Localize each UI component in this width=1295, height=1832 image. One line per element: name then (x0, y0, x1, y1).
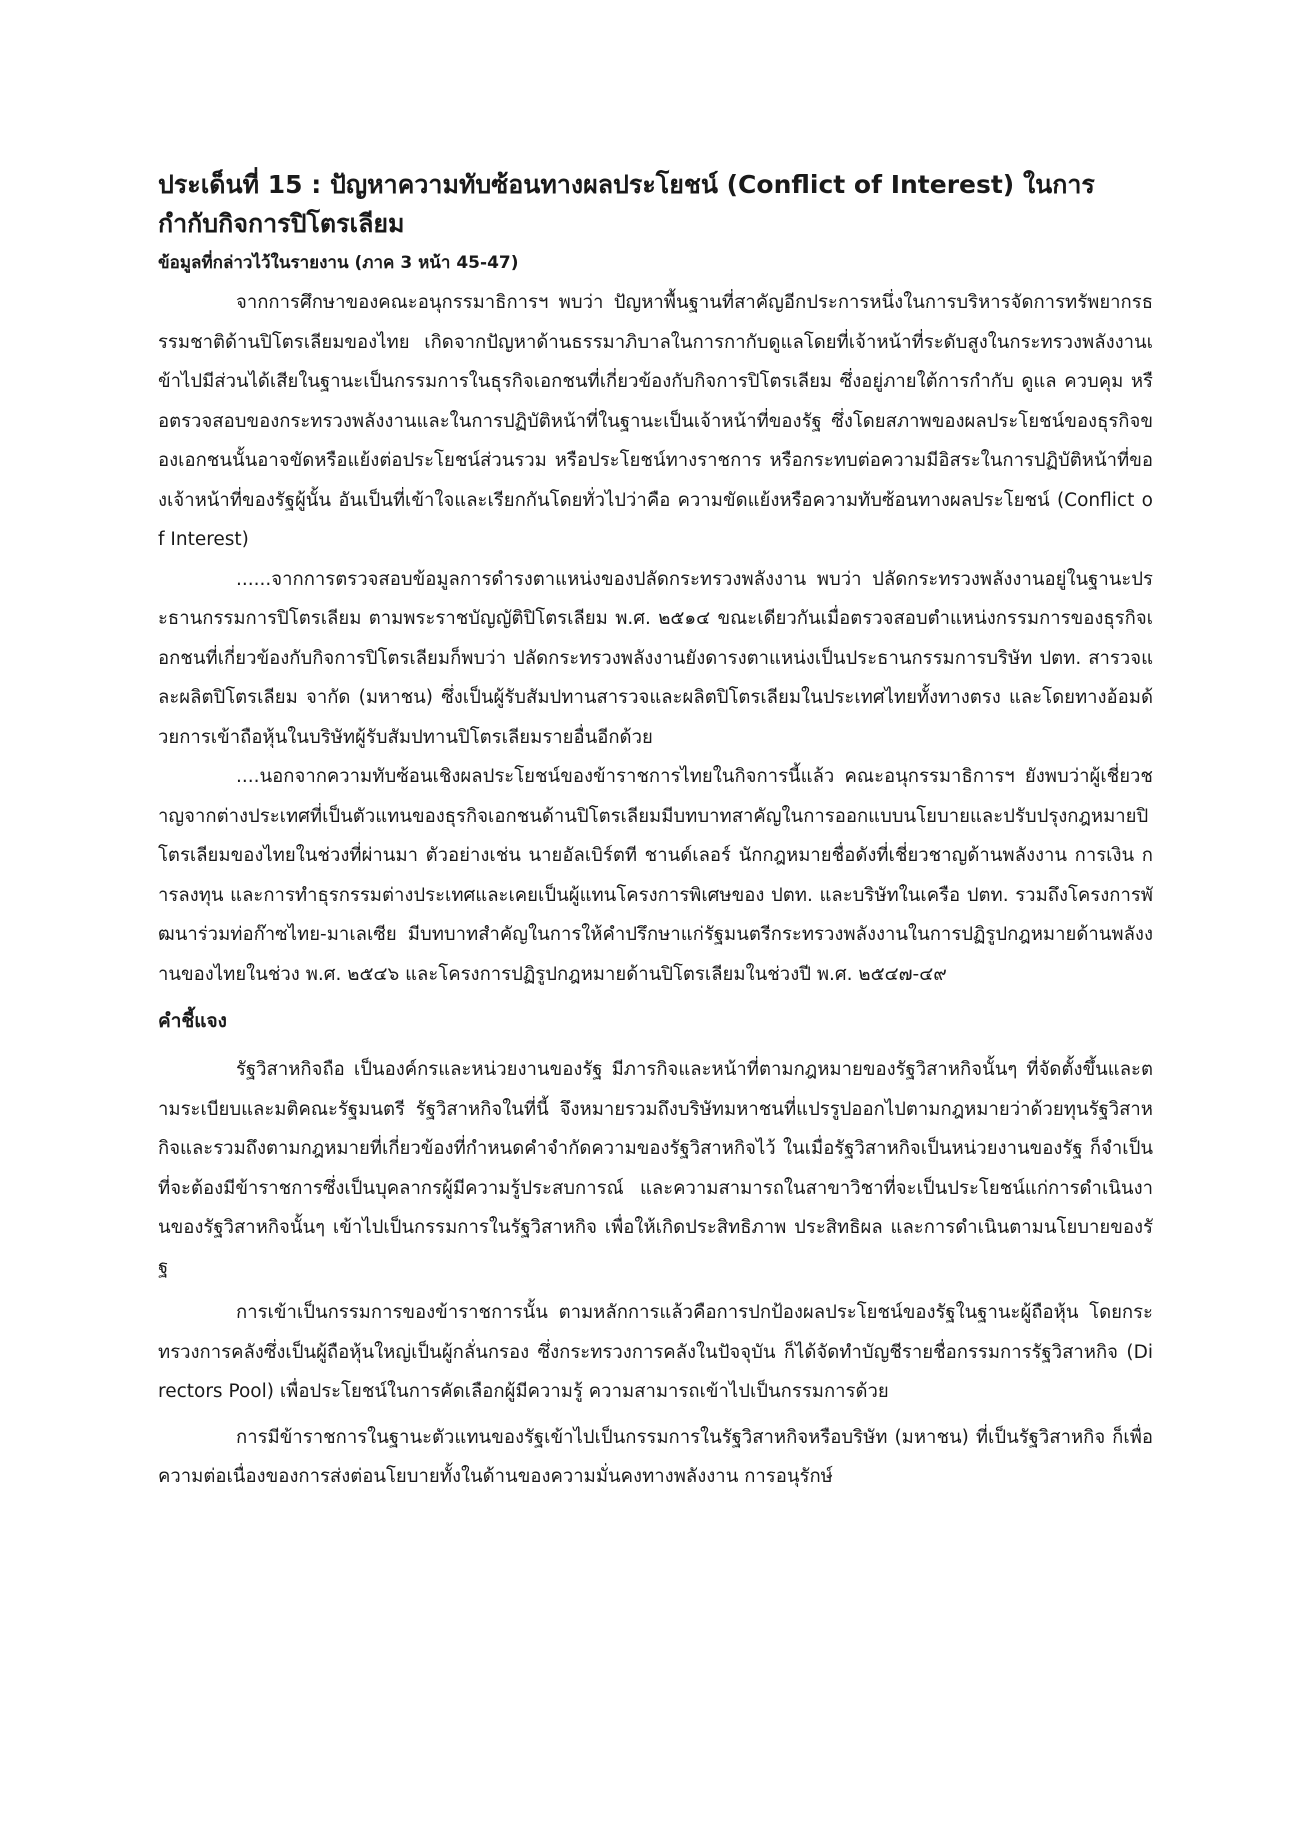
source-reference: ข้อมูลที่กล่าวไว้ในรายงาน (ภาค 3 หน้า 45-47) (158, 253, 519, 273)
clarification-paragraph-3: การมีข้าราชการในฐานะตัวแทนของรัฐเข้าไปเป็นกรรมการในรัฐวิสาหกิจหรือบริษัท (มหาชน) ที่เป็นรัฐวิสาหกิจ ก็เพื่อความต่อเนื่องของการส่งต่อนโยบายทั้งในด้านของความมั่นคงทางพลังงาน การอนุรักษ์ (158, 1426, 1153, 1487)
report-paragraph-2: ......จากการตรวจสอบข้อมูลการดำรงตาแหน่งของปลัดกระทรวงพลังงาน พบว่า ปลัดกระทรวงพลังงานอยู่ในฐานะประธานกรรมการปิโตรเลียม ตามพระราชบัญญัติปิโตรเลียม พ.ศ. ๒๕๑๔ ขณะเดียวกันเมื่อตรวจสอบตำแหน่งกรรมการของธุรกิจเอกชนที่เกี่ยวข้องกับกิจการปิโตรเลียมก็พบว่า ปลัดกระทรวงพลังงานยังดารงตาแหน่งเป็นประธานกรรมการบริษัท ปตท. สารวจและผลิตปิโตรเลียม จากัด (มหาชน) ซึ่งเป็นผู้รับสัมปทานสารวจและผลิตปิโตรเลียมในประเทศไทยทั้งทางตรง และโดยทางอ้อมด้วยการเข้าถือหุ้นในบริษัทผู้รับสัมปทานปิโตรเลียมรายอื่นอีกด้วย (158, 568, 1153, 748)
report-paragraph-3: ....นอกจากความทับซ้อนเชิงผลประโยชน์ของข้าราชการไทยในกิจการนี้แล้ว คณะอนุกรรมาธิการฯ ยังพบว่าผู้เชี่ยวชาญจากต่างประเทศที่เป็นตัวแทนของธุรกิจเอกชนด้านปิโตรเลียมมีบทบาทสาคัญในการออกแบบนโยบายและปรับปรุงกฎหมายปิโตรเลียมของไทยในช่วงที่ผ่านมา ตัวอย่างเช่น นายอัลเบิร์ตที ชานด์เลอร์ นักกฎหมายชื่อดังที่เชี่ยวชาญด้านพลังงาน การเงิน การลงทุน และการทำธุรกรรมต่างประเทศและเคยเป็นผู้แทนโครงการพิเศษของ ปตท. และบริษัทในเครือ ปตท. รวมถึงโครงการพัฒนาร่วมท่อก๊าซไทย-มาเลเซีย มีบทบาทสำคัญในการให้คำปรึกษาแก่รัฐมนตรีกระทรวงพลังงานในการปฏิรูปกฎหมายด้านพลังงานของไทยในช่วง พ.ศ. ๒๕๔๖ และโครงการปฏิรูปกฎหมายด้านปิโตรเลียมในช่วงปี พ.ศ. ๒๕๔๗-๔๙ (158, 766, 1153, 985)
clarification-heading: คำชี้แจง (158, 1010, 227, 1032)
report-paragraph-1: จากการศึกษาของคณะอนุกรรมาธิการฯ พบว่า ปัญหาพื้นฐานที่สาคัญอีกประการหนึ่งในการบริหารจัดการทรัพยากรธรรมชาติด้านปิโตรเลียมของไทย เกิดจากปัญหาด้านธรรมาภิบาลในการกากับดูแลโดยที่เจ้าหน้าที่ระดับสูงในกระทรวงพลังงานเข้าไปมีส่วนได้เสียในฐานะเป็นกรรมการในธุรกิจเอกชนที่เกี่ยวข้องกับกิจการปิโตรเลียม ซึ่งอยู่ภายใต้การกำกับ ดูแล ควบคุม หรือตรวจสอบของกระทรวงพลังงานและในการปฏิบัติหน้าที่ในฐานะเป็นเจ้าหน้าที่ของรัฐ ซึ่งโดยสภาพของผลประโยชน์ของธุรกิจของเอกชนนั้นอาจขัดหรือแย้งต่อประโยชน์ส่วนรวม หรือประโยชน์ทางราชการ หรือกระทบต่อความมีอิสระในการปฏิบัติหน้าที่ของเจ้าหน้าที่ของรัฐผู้นั้น อันเป็นที่เข้าใจและเรียกกันโดยทั่วไปว่าคือ ความขัดแย้งหรือความทับซ้อนทางผลประโยชน์ (Conflict of Interest) (158, 292, 1153, 550)
page-title: ประเด็นที่ 15 : ปัญหาความทับซ้อนทางผลประโยชน์ (Conflict of Interest) ในการกำกับกิจการปิโตรเลียม (158, 170, 1095, 238)
clarification-paragraph-1: รัฐวิสาหกิจถือ เป็นองค์กรและหน่วยงานของรัฐ มีภารกิจและหน้าที่ตามกฎหมายของรัฐวิสาหกิจนั้นๆ ที่จัดตั้งขึ้นและตามระเบียบและมติคณะรัฐมนตรี รัฐวิสาหกิจในที่นี้ จึงหมายรวมถึงบริษัทมหาชนที่แปรรูปออกไปตามกฎหมายว่าด้วยทุนรัฐวิสาหกิจและรวมถึงตามกฎหมายที่เกี่ยวข้องที่กำหนดคำจำกัดความของรัฐวิสาหกิจไว้ ในเมื่อรัฐวิสาหกิจเป็นหน่วยงานของรัฐ ก็จำเป็นที่จะต้องมีข้าราชการซึ่งเป็นบุคลากรผู้มีความรู้ประสบการณ์ และความสามารถในสาขาวิชาที่จะเป็นประโยชน์แก่การดำเนินงานของรัฐวิสาหกิจนั้นๆ เข้าไปเป็นกรรมการในรัฐวิสาหกิจ เพื่อให้เกิดประสิทธิภาพ ประสิทธิผล และการดำเนินตามนโยบายของรัฐ (158, 1059, 1153, 1278)
clarification-paragraph-2: การเข้าเป็นกรรมการของข้าราชการนั้น ตามหลักการแล้วคือการปกป้องผลประโยชน์ของรัฐในฐานะผู้ถือหุ้น โดยกระทรวงการคลังซึ่งเป็นผู้ถือหุ้นใหญ่เป็นผู้กลั่นกรอง ซึ่งกระทรวงการคลังในปัจจุบัน ก็ได้จัดทำบัญชีรายชื่อกรรมการรัฐวิสาหกิจ (Directors Pool) เพื่อประโยชน์ในการคัดเลือกผู้มีความรู้ ความสามารถเข้าไปเป็นกรรมการด้วย (158, 1302, 1153, 1402)
